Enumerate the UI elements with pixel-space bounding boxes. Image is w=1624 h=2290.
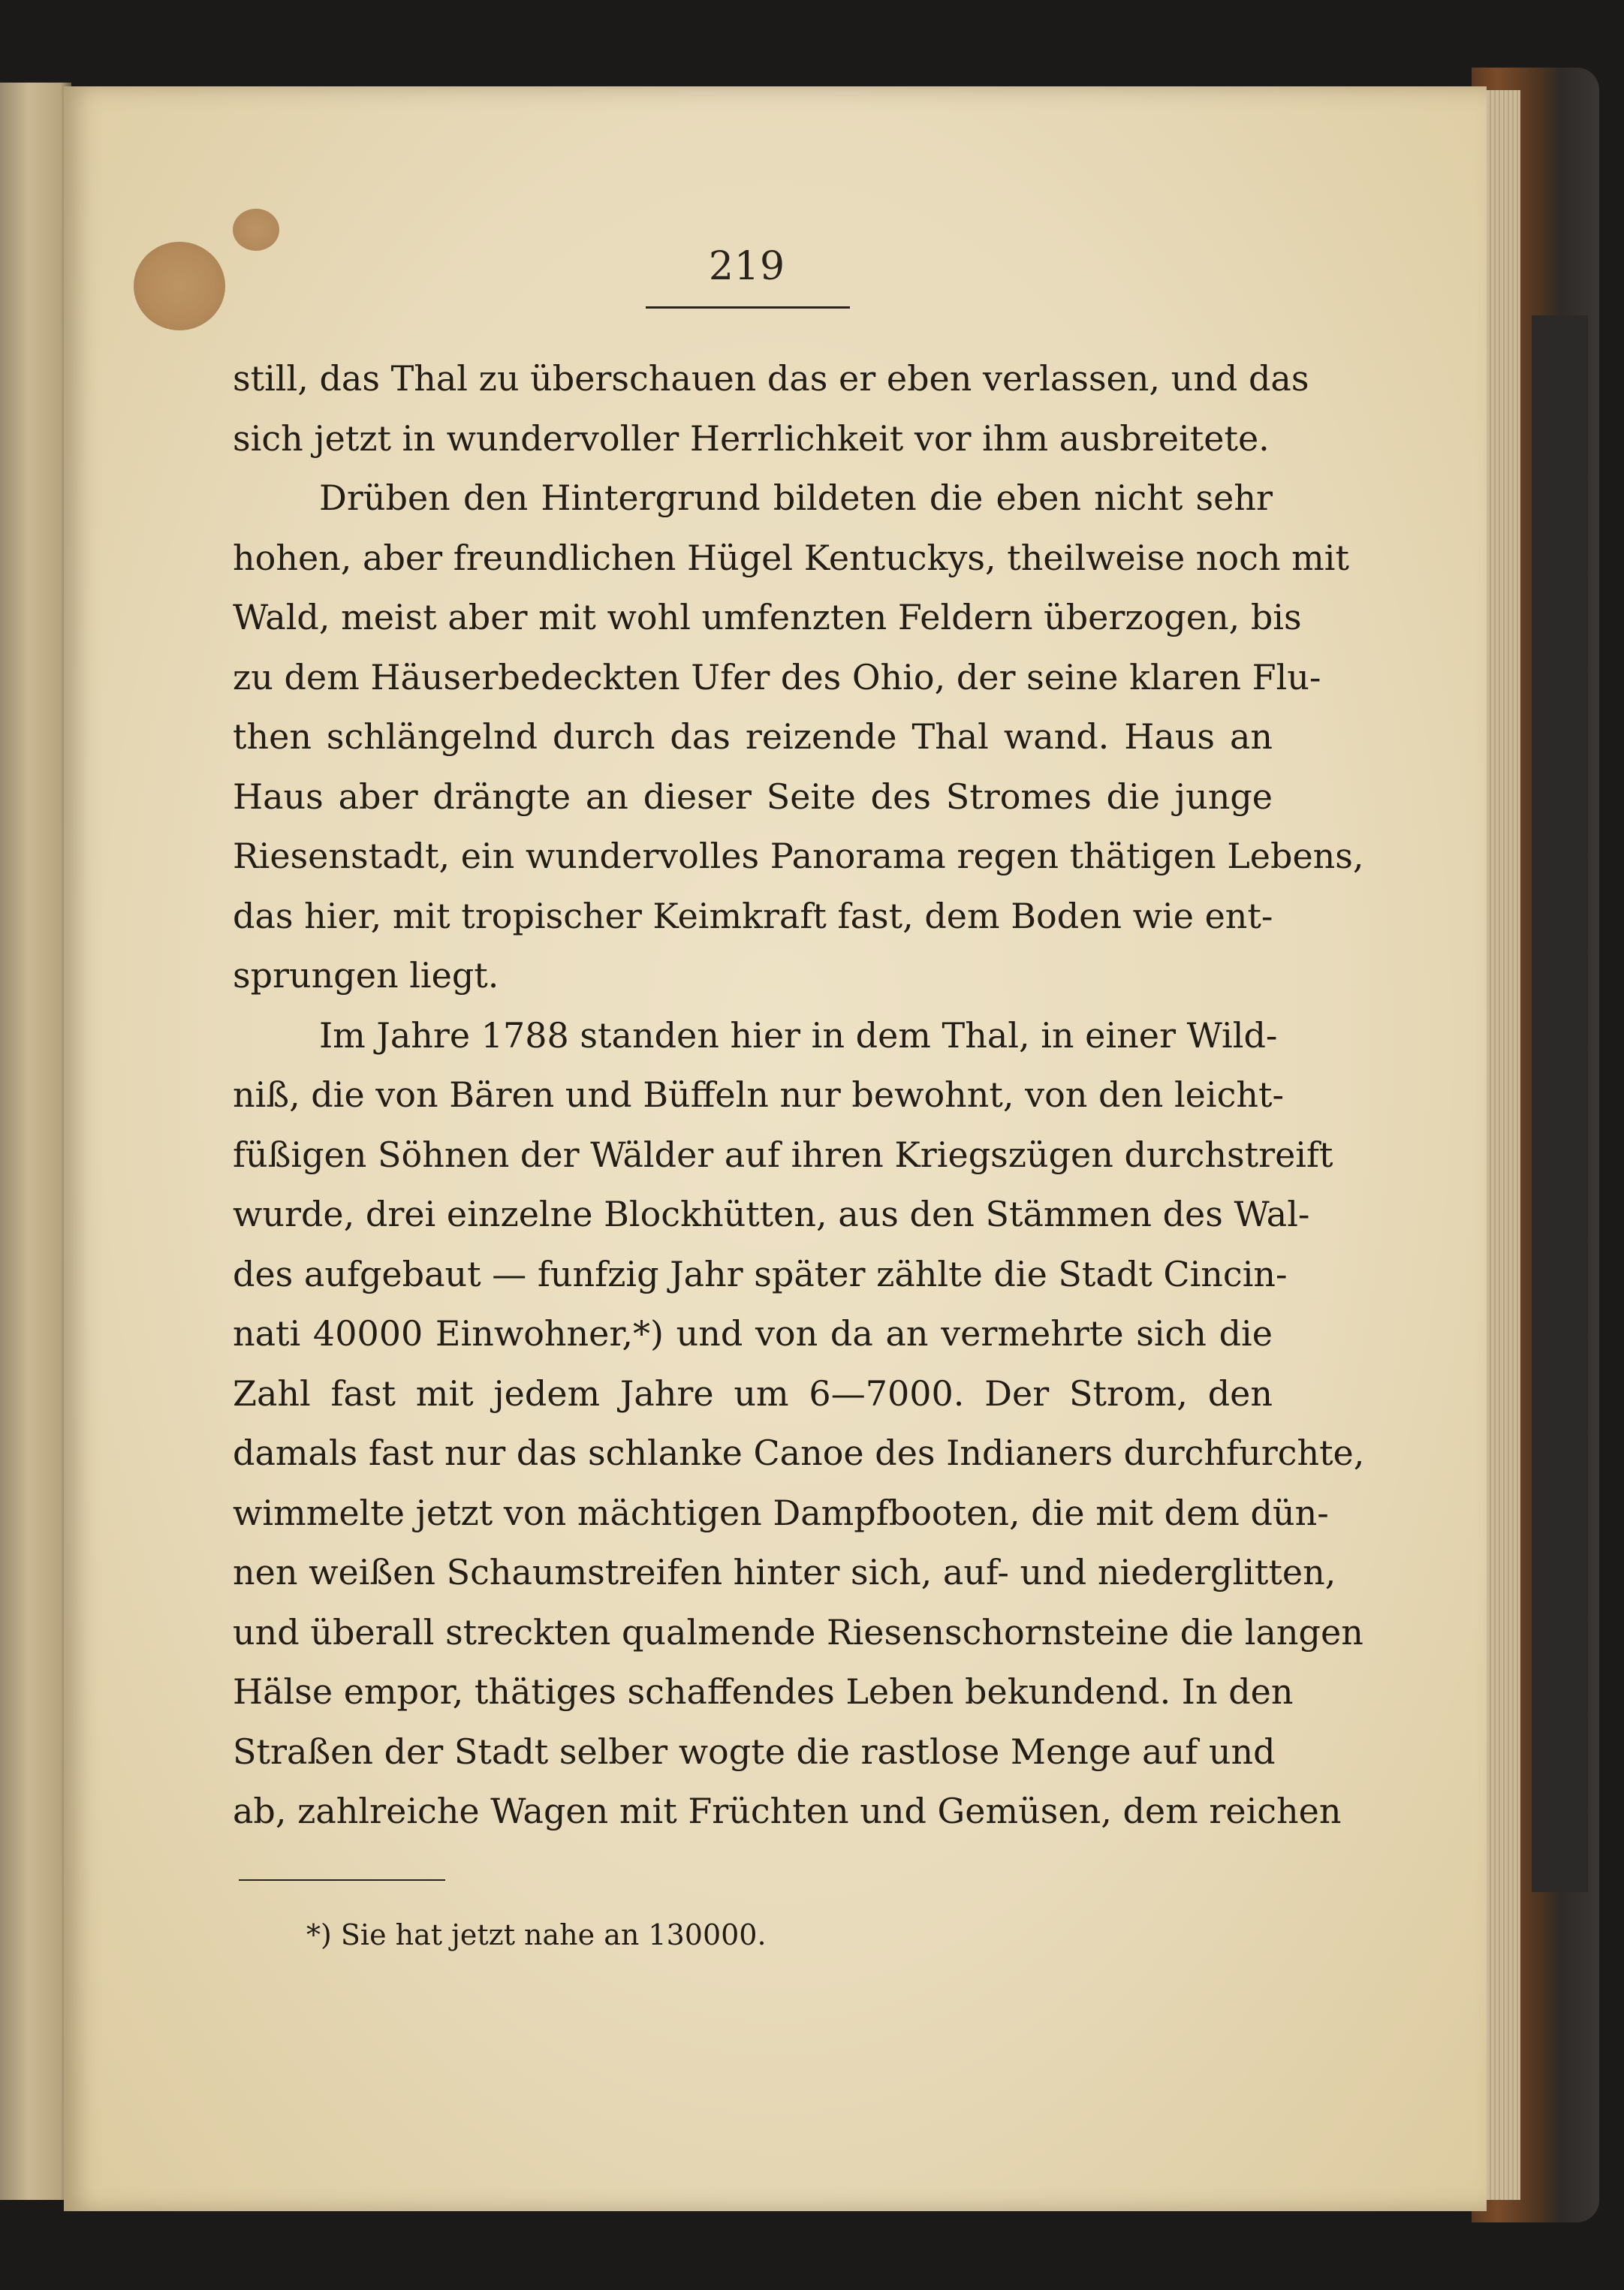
text-line: Hälse empor, thätiges schaffendes Leben bekundend. In den (233, 1671, 1294, 1712)
text-line: Haus aber drängte an dieser Seite des Stromes die junge (233, 776, 1273, 817)
text-line: wimmelte jetzt von mächtigen Dampfbooten, die mit dem dün- (233, 1492, 1329, 1533)
text-line: hohen, aber freundlichen Hügel Kentuckys, theilweise noch mit (233, 537, 1349, 578)
text-line: Drüben den Hintergrund bildeten die eben nicht sehr (319, 478, 1273, 518)
text-line: wurde, drei einzelne Blockhütten, aus den Stämmen des Wal- (233, 1194, 1310, 1234)
text-line: nati 40000 Einwohner,*) und von da an vermehrte sich die (233, 1313, 1273, 1354)
stain-large (134, 242, 225, 330)
text-line: still, das Thal zu überschauen das er eben verlassen, und das (233, 358, 1309, 399)
book-cover-cloth (1532, 315, 1588, 1892)
text-line: sprungen liegt. (233, 955, 499, 996)
text-line: füßigen Söhnen der Wälder auf ihren Kriegszügen durchstreift (233, 1134, 1333, 1175)
text-line: ab, zahlreiche Wagen mit Früchten und Gemüsen, dem reichen (233, 1791, 1342, 1831)
text-line: und überall streckten qualmende Riesenschornsteine die langen (233, 1611, 1363, 1653)
body-text (233, 349, 1365, 1842)
text-line: zu dem Häuserbedeckten Ufer des Ohio, der seine klaren Flu- (233, 656, 1321, 698)
footnote-rule (239, 1879, 445, 1881)
text-line: then schlängelnd durch das reizende Thal wand. Haus an (233, 716, 1273, 757)
text-line: Im Jahre 1788 standen hier in dem Thal, in einer Wild- (319, 1014, 1278, 1056)
text-line: Straßen der Stadt selber wogte die rastlose Menge auf und (233, 1731, 1276, 1772)
page-edges (1483, 90, 1520, 2200)
header-rule (646, 306, 850, 309)
stain-small (233, 209, 279, 251)
text-line: Wald, meist aber mit wohl umfenzten Feldern überzogen, bis (233, 597, 1302, 637)
text-line: nen weißen Schaumstreifen hinter sich, auf- und niederglitten, (233, 1552, 1336, 1592)
text-line: damals fast nur das schlanke Canoe des Indianers durchfurchte, (233, 1433, 1365, 1473)
footnote: *) Sie hat jetzt nahe an 130000. (306, 1918, 767, 1951)
text-line: Riesenstadt, ein wundervolles Panorama regen thätigen Lebens, (233, 836, 1364, 876)
page-number: 219 (708, 244, 786, 289)
text-line: sich jetzt in wundervoller Herrlichkeit vor ihm ausbreitete. (233, 417, 1270, 459)
text-line: niß, die von Bären und Büffeln nur bewohnt, von den leicht- (233, 1074, 1285, 1115)
text-line: des aufgebaut — funfzig Jahr später zählte die Stadt Cincin- (233, 1253, 1288, 1294)
text-line: das hier, mit tropischer Keimkraft fast, dem Boden wie ent- (233, 895, 1273, 936)
text-line: Zahl fast mit jedem Jahre um 6—7000. Der Strom, den (233, 1372, 1273, 1414)
left-page-edge (0, 83, 71, 2200)
